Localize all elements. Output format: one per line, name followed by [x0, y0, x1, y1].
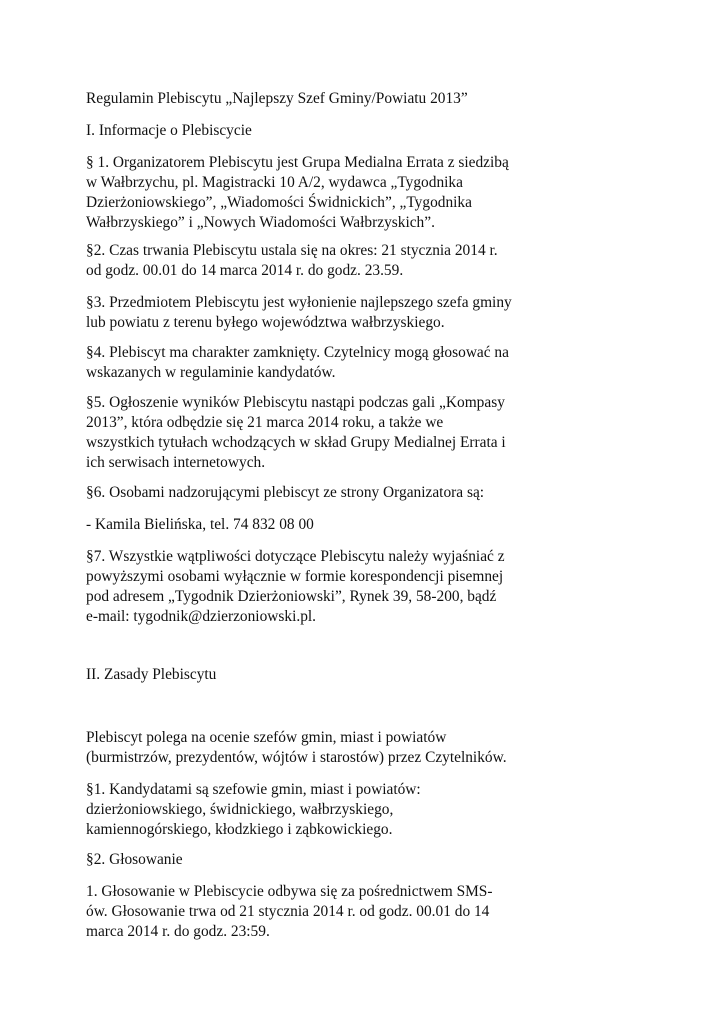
paragraph-7-line: e-mail: tygodnik@dzierzoniowski.pl. — [86, 608, 317, 625]
rule-2-heading: §2. Głosowanie — [86, 851, 183, 868]
rule-1-line: §1. Kandydatami są szefowie gmin, miast i powiatów: — [86, 781, 421, 798]
rule-1-line: dzierżoniowskiego, świdnickiego, wałbrzyskiego, — [86, 801, 394, 818]
rule-2-item-line: ów. Głosowanie trwa od 21 stycznia 2014 r. od godz. 00.01 do 14 — [86, 903, 490, 920]
paragraph-1-line: § 1. Organizatorem Plebiscytu jest Grupa Medialna Errata z siedzibą — [86, 154, 509, 171]
paragraph-7-line: powyższymi osobami wyłącznie w formie korespondencji pisemnej — [86, 568, 504, 585]
paragraph-1-line: Dzierżoniowskiego”, „Wiadomości Świdnickich”, „Tygodnika — [86, 194, 472, 211]
rule-2-item-line: marca 2014 r. do godz. 23:59. — [86, 923, 270, 940]
paragraph-6-line: §6. Osobami nadzorującymi plebiscyt ze strony Organizatora są: — [86, 484, 485, 501]
paragraph-5-line: 2013”, która odbędzie się 21 marca 2014 roku, a także we — [86, 414, 444, 431]
paragraph-4-line: wskazanych w regulaminie kandydatów. — [86, 364, 336, 381]
intro-line: Plebiscyt polega na ocenie szefów gmin, miast i powiatów — [86, 729, 447, 746]
paragraph-1-line: w Wałbrzychu, pl. Magistracki 10 A/2, wydawca „Tygodnika — [86, 174, 463, 191]
rule-1-line: kamiennogórskiego, kłodzkiego i ząbkowickiego. — [86, 821, 393, 838]
intro-line: (burmistrzów, prezydentów, wójtów i starostów) przez Czytelników. — [86, 749, 507, 766]
paragraph-5-line: §5. Ogłoszenie wyników Plebiscytu nastąpi podczas gali „Kompasy — [86, 394, 505, 411]
paragraph-7-line: §7. Wszystkie wątpliwości dotyczące Plebiscytu należy wyjaśniać z — [86, 548, 505, 565]
section-heading-informacje: I. Informacje o Plebiscycie — [86, 122, 252, 139]
paragraph-3-line: §3. Przedmiotem Plebiscytu jest wyłonienie najlepszego szefa gminy — [86, 294, 512, 311]
paragraph-3-line: lub powiatu z terenu byłego województwa wałbrzyskiego. — [86, 314, 445, 331]
paragraph-7-line: pod adresem „Tygodnik Dzierżoniowski”, Rynek 39, 58-200, bądź — [86, 588, 497, 605]
paragraph-4-line: §4. Plebiscyt ma charakter zamknięty. Czytelnicy mogą głosować na — [86, 344, 509, 361]
section-heading-zasady: II. Zasady Plebiscytu — [86, 666, 217, 683]
contact-person: - Kamila Bielińska, tel. 74 832 08 00 — [86, 516, 314, 533]
paragraph-2-line: §2. Czas trwania Plebiscytu ustala się na okres: 21 stycznia 2014 r. — [86, 242, 498, 259]
paragraph-5-line: ich serwisach internetowych. — [86, 454, 266, 471]
rule-2-item-line: 1. Głosowanie w Plebiscycie odbywa się za pośrednictwem SMS- — [86, 883, 493, 900]
document-title: Regulamin Plebiscytu „Najlepszy Szef Gminy/Powiatu 2013” — [86, 90, 468, 107]
paragraph-2-line: od godz. 00.01 do 14 marca 2014 r. do godz. 23.59. — [86, 262, 404, 279]
paragraph-5-line: wszystkich tytułach wchodzących w skład Grupy Medialnej Errata i — [86, 434, 506, 451]
paragraph-1-line: Wałbrzyskiego” i „Nowych Wiadomości Wałbrzyskich”. — [86, 214, 435, 231]
